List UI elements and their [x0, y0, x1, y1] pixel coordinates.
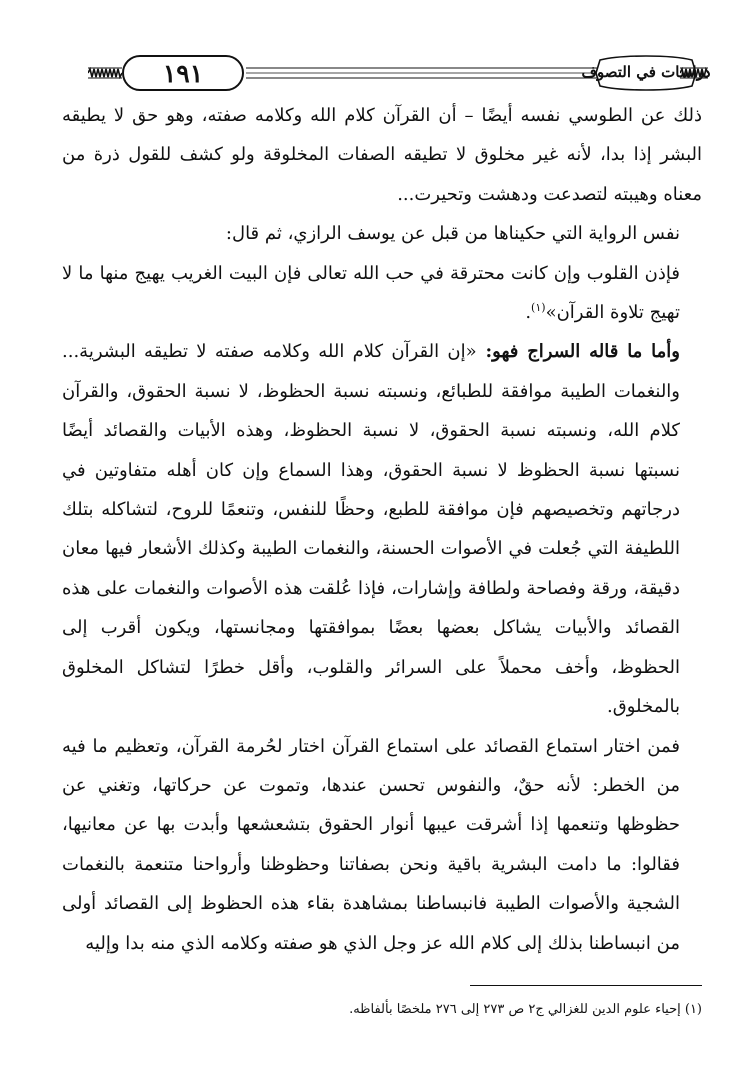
- body-text: [62, 96, 702, 963]
- footnote-reference[interactable]: (١): [531, 301, 546, 315]
- paragraph-text: ذلك عن الطوسي نفسه أيضًا – أن القرآن كلام الله وكلامه صفته، وهو حق لا يطيقه البشر إذا بدا، لأنه غير مخلوق لا تطيقه الصفات المخلوقة ولو كشف للقول ذرة من معناه وهيبته لتصدعت ودهشت وتحيرت...: [62, 105, 702, 205]
- ornament-middle: [246, 67, 612, 79]
- ornament-right: [680, 67, 708, 79]
- paragraph-tail: .: [525, 302, 532, 324]
- running-title: دراسات في التصوف: [581, 63, 711, 81]
- page-number: ١٩١: [122, 55, 244, 91]
- paragraph-lead: وأما ما قاله السراج فهو:: [476, 341, 680, 363]
- paragraph: [62, 727, 702, 963]
- page-header: [88, 54, 711, 94]
- paragraph-text: «إن القرآن كلام الله وكلامه صفته لا تطيقه البشرية... والنغمات الطيبة موافقة للطبائع، ونسبته نسبة الحظوظ، لا نسبة الحقوق، والقرآن كلام الله، ونسبته نسبة الحقوق، لا نسبة الحظوظ، وهذه الأبيات والقصائد أيضًا نسبتها نسبة الحظوظ لا نسبة الحقوق، وهذا السماع وإن كان أهله متفاوتين في درجاتهم وتخصيصهم فإن موافقة للطبع، وحظًا للنفس، وتنعمًا للروح، لتشاكله بتلك اللطيفة التي جُعلت في الأصوات الحسنة، والنغمات الطيبة وكذلك الأشعار فيها معان دقيقة، ورقة وفصاحة ولطافة وإشارات، فإذا عُلقت هذه الأصوات والنغمات على هذه القصائد والأبيات يشاكل بعضها بعضًا بموافقتها ومجانستها، ويكون أقرب إلى الحظوظ، وأخف محملاً على السرائر والقلوب، وأقل خطرًا لتشاكل المخلوق بالمخلوق.: [62, 341, 680, 718]
- paragraph-text: فإذن القلوب وإن كانت محترقة في حب الله تعالى فإن البيت الغريب يهيج منها ما لا تهيج تلاوة القرآن»: [62, 262, 680, 324]
- paragraph-text: نفس الرواية التي حكيناها من قبل عن يوسف الرازي، ثم قال:: [225, 223, 680, 245]
- ornament-left: [88, 67, 122, 79]
- paragraph: [62, 254, 702, 333]
- paragraph: [62, 332, 702, 726]
- footnote: (١) إحياء علوم الدين للغزالي ج٢ ص ٢٧٣ إلى ٢٧٦ ملخصًا بألفاظه.: [349, 1002, 702, 1017]
- footnote-divider: [470, 985, 702, 986]
- paragraph: [62, 96, 702, 214]
- paragraph-text: فمن اختار استماع القصائد على استماع القرآن اختار لحُرمة القرآن، وتعظيم ما فيه من الخطر: لأنه حقٌ، والنفوس تحسن عندها، وتموت عن حركاتها، وتغني عن حظوظها وتنعمها إذا أشرقت عيبها أنوار الحقوق بتشعشعها وأبدت بها عن معانيها، فقالوا: ما دامت البشرية باقية ونحن بصفاتنا وحظوظنا وأرواحنا متنعمة بالنغمات الشجية والأصوات الطيبة فانبساطنا بمشاهدة بقاء هذه الحظوظ إلى القصائد أولى من انبساطنا بذلك إلى كلام الله عز وجل الذي هو صفته وكلامه الذي منه بدا وإليه: [62, 735, 680, 954]
- paragraph: [62, 214, 702, 253]
